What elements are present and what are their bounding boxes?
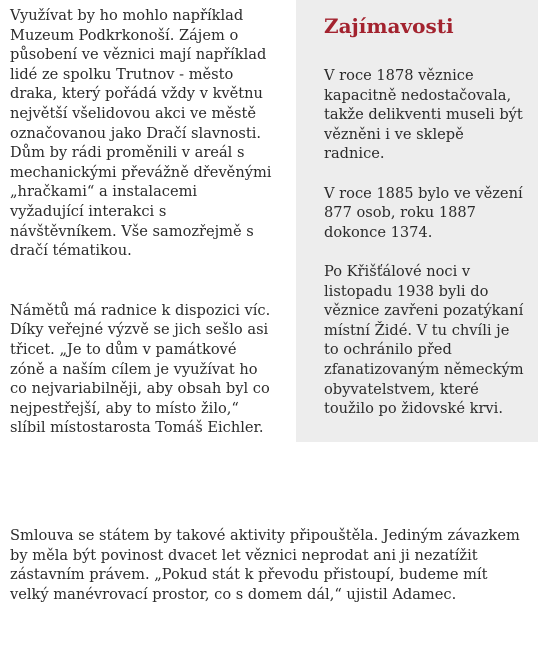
article-paragraph: Smlouva se státem by takové aktivity připouštěla. Jediným závazkem by měla být povinost dvacet let věznici neprodat ani ji nezatížit zástavním právem. „Pokud stát k převodu přistoupí, budeme mít velký manévrovací prostor, co s domem dál,“ ujistil Adamec. bbox=[10, 527, 520, 603]
sidebar-fact: V roce 1878 věznice kapacitně nedostačovala, takže delikventi museli být vězněni i ve sklepě radnice. bbox=[324, 67, 523, 163]
sidebar-fact: Po Křišťálové noci v listopadu 1938 byli do věznice zavřeni pozatýkaní místní Židé. V tu chvíli je to ochránilo před zfanatizovaným německým obyvatelstvem, které toužilo po židovské krvi. bbox=[324, 262, 524, 418]
sidebar-fact: V roce 1885 bylo ve vězení 877 osob, roku 1887 dokonce 1374. bbox=[324, 184, 523, 241]
sidebar-title: Zajímavosti bbox=[324, 14, 454, 38]
article-left-column bbox=[10, 6, 272, 438]
article-paragraph: Využívat by ho mohlo například Muzeum Podkrkonoší. Zájem o působení ve věznici mají například lidé ze spolku Trutnov - město draka, který pořádá vždy v květnu největší všelidovou akci ve městě označovanou jako Dračí slavnosti. Dům by rádi proměnili v areál s mechanickými převážně dřevěnými „hračkami“ a instalacemi vyžadující interakci s návštěvníkem. Vše samozřejmě s dračí tématikou. bbox=[10, 7, 272, 260]
article-bottom-section bbox=[10, 526, 530, 604]
article-paragraph: Námětů má radnice k dispozici víc. Díky veřejné výzvě se jich sešlo asi třicet. „Je to dům v památkové zóně a naším cílem je využívat ho co nejvariabilněji, aby obsah byl co nejpestřejší, aby to místo žilo,“ slíbil místostarosta Tomáš Eichler. bbox=[10, 301, 271, 437]
facts-sidebar bbox=[296, 0, 538, 442]
